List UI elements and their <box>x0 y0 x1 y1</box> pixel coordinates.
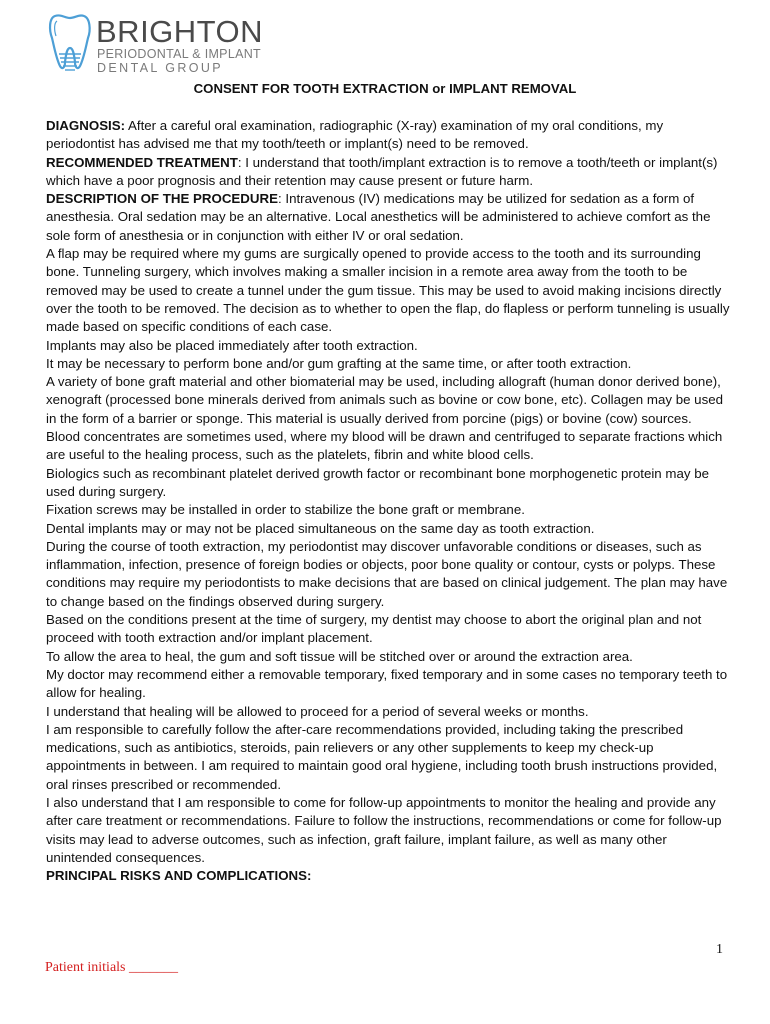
body-paragraph: During the course of tooth extraction, my periodontist may discover unfavorable conditions or diseases, such as inflammation, infection, presence of foreign bodies or objects, poor bone quality or contour, cysts or polyps. These conditions may require my periodontists to make decisions that are based on clinical judgement. The plan may have to change based on the findings observed during surgery. <box>46 538 728 609</box>
recommended-treatment-paragraph <box>46 154 732 191</box>
page-number: 1 <box>716 942 723 957</box>
body-paragraph: It may be necessary to perform bone and/or gum grafting at the same time, or after tooth extraction. <box>46 355 632 371</box>
body-paragraph: Based on the conditions present at the time of surgery, my dentist may choose to abort the original plan and not proceed with tooth extraction and/or implant placement. <box>46 612 702 646</box>
logo-subtitle-1: PERIODONTAL & IMPLANT <box>97 47 261 61</box>
logo-subtitle-2: DENTAL GROUP <box>97 61 224 75</box>
body-paragraph: I understand that healing will be allowed to proceed for a period of several weeks or months. <box>46 703 589 719</box>
document-title: CONSENT FOR TOOTH EXTRACTION or IMPLANT REMOVAL <box>193 81 577 96</box>
risks-heading-label: PRINCIPAL RISKS AND COMPLICATIONS: <box>46 868 312 884</box>
body-paragraph: I am responsible to carefully follow the after-care recommendations provided, including taking the prescribed medications, such as antibiotics, steroids, pain relievers or any other supplements to keep my check-up appointments in between. I am required to maintain good oral hygiene, including tooth brush instructions provided, oral rinses prescribed or recommended. <box>46 721 718 792</box>
recommended-treatment-text: : I understand that tooth/implant extraction is to remove a tooth/teeth or implant(s) which have a poor prognosis and their retention may cause present or future harm. <box>46 154 718 188</box>
body-paragraph: Fixation screws may be installed in order to stabilize the bone graft or membrane. <box>46 502 525 518</box>
risks-heading <box>46 867 732 885</box>
body-paragraph: I also understand that I am responsible to come for follow-up appointments to monitor the healing and provide any after care treatment or recommendations. Failure to follow the instructions, recommendations or come for follow-up visits may lead to adverse outcomes, such as infection, graft failure, implant failure, as well as many other unintended consequences. <box>46 794 722 865</box>
recommended-treatment-label: RECOMMENDED TREATMENT <box>46 154 238 170</box>
body-paragraph: A flap may be required where my gums are surgically opened to provide access to the tooth and its surrounding bone. Tunneling surgery, which involves making a smaller incision in a remote area away from the tooth to be removed may be used to create a tunnel under the gum tissue. This may be used to avoid making incisions directly over the tooth to be removed. The decision as to whether to open the flap, do flapless or perform tunneling is usually made based on specific conditions of each case. <box>46 246 730 335</box>
document-body <box>46 117 732 885</box>
body-paragraph: A variety of bone graft material and other biomaterial may be used, including allograft (human donor derived bone), xenograft (processed bone minerals derived from animals such as bovine or cow bone, etc). Collagen may be used in the form of a barrier or sponge. This material is usually derived from porcine (pigs) or bovine (cow) sources. <box>46 374 724 426</box>
logo-name: BRIGHTON <box>96 14 264 49</box>
diagnosis-text: After a careful oral examination, radiographic (X-ray) examination of my oral conditions, my periodontist has advised me that my tooth/teeth or implant(s) need to be removed. <box>46 118 664 152</box>
procedure-text: : Intravenous (IV) medications may be utilized for sedation as a form of anesthesia. Oral sedation may be an alternative. Local anesthetics will be administered to achieve comfort as the sole form of anesthesia or in conjunction with either IV or oral sedation. <box>46 191 711 243</box>
tooth-icon <box>46 10 92 74</box>
diagnosis-label: DIAGNOSIS: <box>46 118 126 133</box>
body-paragraph: Implants may also be placed immediately after tooth extraction. <box>46 337 418 353</box>
diagnosis-paragraph <box>46 117 732 154</box>
body-paragraph: Dental implants may or may not be placed simultaneous on the same day as tooth extraction. <box>46 520 595 536</box>
body-paragraph: To allow the area to heal, the gum and soft tissue will be stitched over or around the extraction area. <box>46 648 633 664</box>
body-paragraph: Biologics such as recombinant platelet derived growth factor or recombinant bone morphogenetic protein may be used during surgery. <box>46 465 709 499</box>
procedure-paragraph <box>46 190 732 245</box>
patient-initials-field[interactable]: Patient initials _______ <box>45 960 178 975</box>
procedure-label: DESCRIPTION OF THE PROCEDURE <box>46 191 278 207</box>
body-paragraph: Blood concentrates are sometimes used, where my blood will be drawn and centrifuged to separate fractions which are useful to the healing process, such as the platelets, fibrin and white blood cells. <box>46 429 723 463</box>
brighton-logo <box>46 10 276 76</box>
body-paragraph: My doctor may recommend either a removable temporary, fixed temporary and in some cases no temporary teeth to allow for healing. <box>46 666 728 701</box>
